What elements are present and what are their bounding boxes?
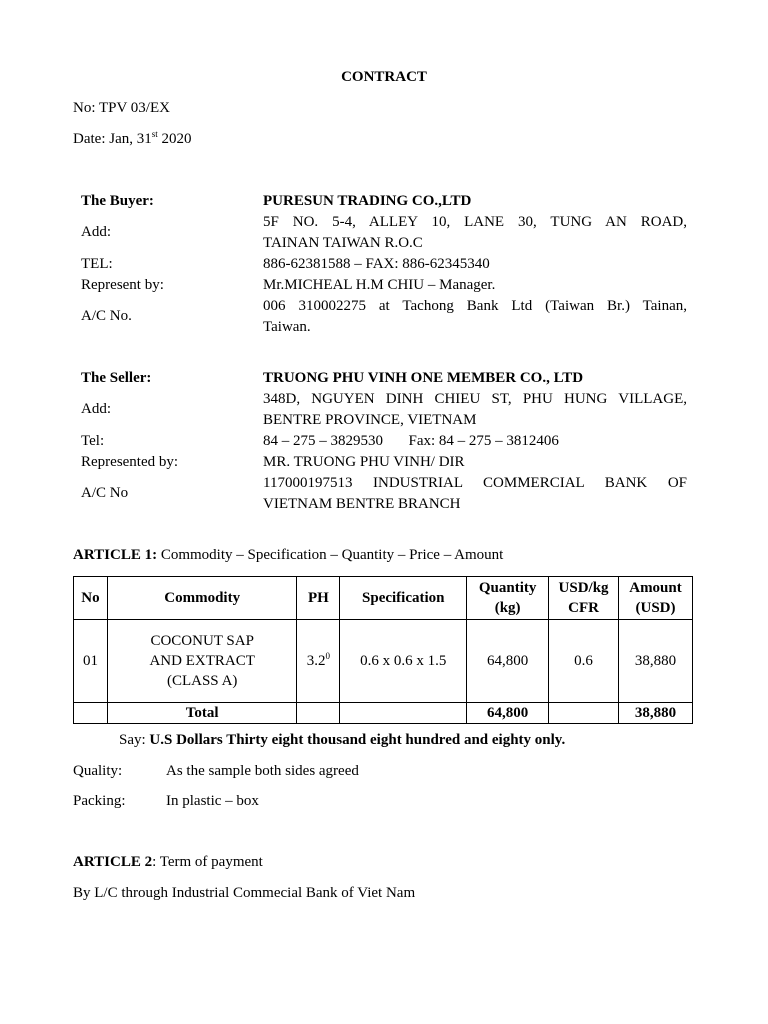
seller-ac-label: A/C No <box>81 485 129 501</box>
header-ph: PH <box>297 577 340 620</box>
payment-terms: By L/C through Industrial Commecial Bank of Viet Nam <box>73 885 416 901</box>
cell-amount: 38,880 <box>619 620 693 703</box>
seller-tel: 84 – 275 – 3829530 <box>263 433 383 449</box>
buyer-address-line1: 5F NO. 5-4, ALLEY 10, LANE 30, TUNG AN ROAD, <box>263 214 687 230</box>
date-suffix: 2020 <box>157 131 192 147</box>
cell-specification: 0.6 x 0.6 x 1.5 <box>340 620 467 703</box>
buyer-tel-label: TEL: <box>81 256 113 272</box>
header-price-line1: USD/kg <box>558 580 609 596</box>
header-quantity <box>467 577 549 620</box>
quality-value: As the sample both sides agreed <box>166 763 359 779</box>
cell-commodity <box>107 620 297 703</box>
say-text: U.S Dollars Thirty eight thousand eight hundred and eighty only. <box>149 732 566 748</box>
buyer-represent: Mr.MICHEAL H.M CHIU – Manager. <box>263 277 496 293</box>
quality-label: Quality: <box>73 763 123 779</box>
header-amount <box>619 577 693 620</box>
header-specification: Specification <box>340 577 467 620</box>
buyer-ac-line1: 006 310002275 at Tachong Bank Ltd (Taiwan Br.) Tainan, <box>263 298 687 314</box>
say-amount <box>119 730 565 751</box>
packing-value: In plastic – box <box>166 793 259 809</box>
table-row <box>74 620 693 703</box>
total-label: Total <box>107 703 297 724</box>
seller-add-label: Add: <box>81 401 111 417</box>
commodity-line1: COCONUT SAP <box>150 633 254 649</box>
seller-tel-label: Tel: <box>81 433 105 449</box>
cell-quantity: 64,800 <box>467 620 549 703</box>
buyer-ac-line2: Taiwan. <box>263 319 311 335</box>
header-quantity-line1: Quantity <box>478 580 537 596</box>
total-empty-spec <box>340 703 467 724</box>
cell-price: 0.6 <box>549 620 619 703</box>
ph-sup: 0 <box>325 651 331 661</box>
seller-address-line1: 348D, NGUYEN DINH CHIEU ST, PHU HUNG VILLAGE, <box>263 391 687 407</box>
article1-label: ARTICLE 1: <box>73 547 158 563</box>
cell-ph <box>297 620 340 703</box>
buyer-ac-label: A/C No. <box>81 308 132 324</box>
seller-ac-line1: 117000197513 INDUSTRIAL COMMERCIAL BANK OF <box>263 475 687 491</box>
commodity-line3: (CLASS A) <box>166 673 238 689</box>
total-quantity: 64,800 <box>467 703 549 724</box>
contract-title: CONTRACT <box>341 69 427 85</box>
header-price <box>549 577 619 620</box>
header-quantity-line2: (kg) <box>494 600 521 616</box>
contract-date <box>73 129 192 150</box>
date-prefix: Date: Jan, 31 <box>73 131 152 147</box>
article2-label: ARTICLE 2 <box>73 854 153 870</box>
total-empty-ph <box>297 703 340 724</box>
header-amount-line2: (USD) <box>635 600 676 616</box>
seller-represent-label: Represented by: <box>81 454 179 470</box>
table-total-row <box>74 703 693 724</box>
buyer-represent-label: Represent by: <box>81 277 164 293</box>
seller-address-line2: BENTRE PROVINCE, VIETNAM <box>263 412 477 428</box>
date-ordinal: st <box>151 129 158 139</box>
commodity-table <box>73 576 693 724</box>
packing-label: Packing: <box>73 793 126 809</box>
article1-heading <box>73 545 503 566</box>
total-empty-price <box>549 703 619 724</box>
cell-no: 01 <box>74 620 108 703</box>
buyer-heading: The Buyer: <box>81 193 154 209</box>
seller-represent: MR. TRUONG PHU VINH/ DIR <box>263 454 465 470</box>
buyer-tel: 886-62381588 – FAX: 886-62345340 <box>263 256 490 272</box>
contract-number: No: TPV 03/EX <box>73 100 170 116</box>
commodity-line2: AND EXTRACT <box>149 653 255 669</box>
buyer-name: PURESUN TRADING CO.,LTD <box>263 193 472 209</box>
seller-fax: Fax: 84 – 275 – 3812406 <box>408 433 559 449</box>
table-header-row <box>74 577 693 620</box>
total-amount: 38,880 <box>619 703 693 724</box>
seller-name: TRUONG PHU VINH ONE MEMBER CO., LTD <box>263 370 584 386</box>
header-commodity: Commodity <box>107 577 297 620</box>
header-no: No <box>74 577 108 620</box>
header-price-line2: CFR <box>568 600 599 616</box>
seller-heading: The Seller: <box>81 370 152 386</box>
total-empty-no <box>74 703 108 724</box>
article1-text: Commodity – Specification – Quantity – Price – Amount <box>157 547 504 563</box>
say-prefix: Say: <box>119 732 150 748</box>
buyer-address-line2: TAINAN TAIWAN R.O.C <box>263 235 423 251</box>
seller-ac-line2: VIETNAM BENTRE BRANCH <box>263 496 461 512</box>
seller-tel-line <box>263 431 687 452</box>
article2-text: : Term of payment <box>152 854 263 870</box>
ph-value: 3.2 <box>306 653 326 669</box>
header-amount-line1: Amount <box>629 580 682 596</box>
article2-heading <box>73 852 263 873</box>
buyer-add-label: Add: <box>81 224 111 240</box>
